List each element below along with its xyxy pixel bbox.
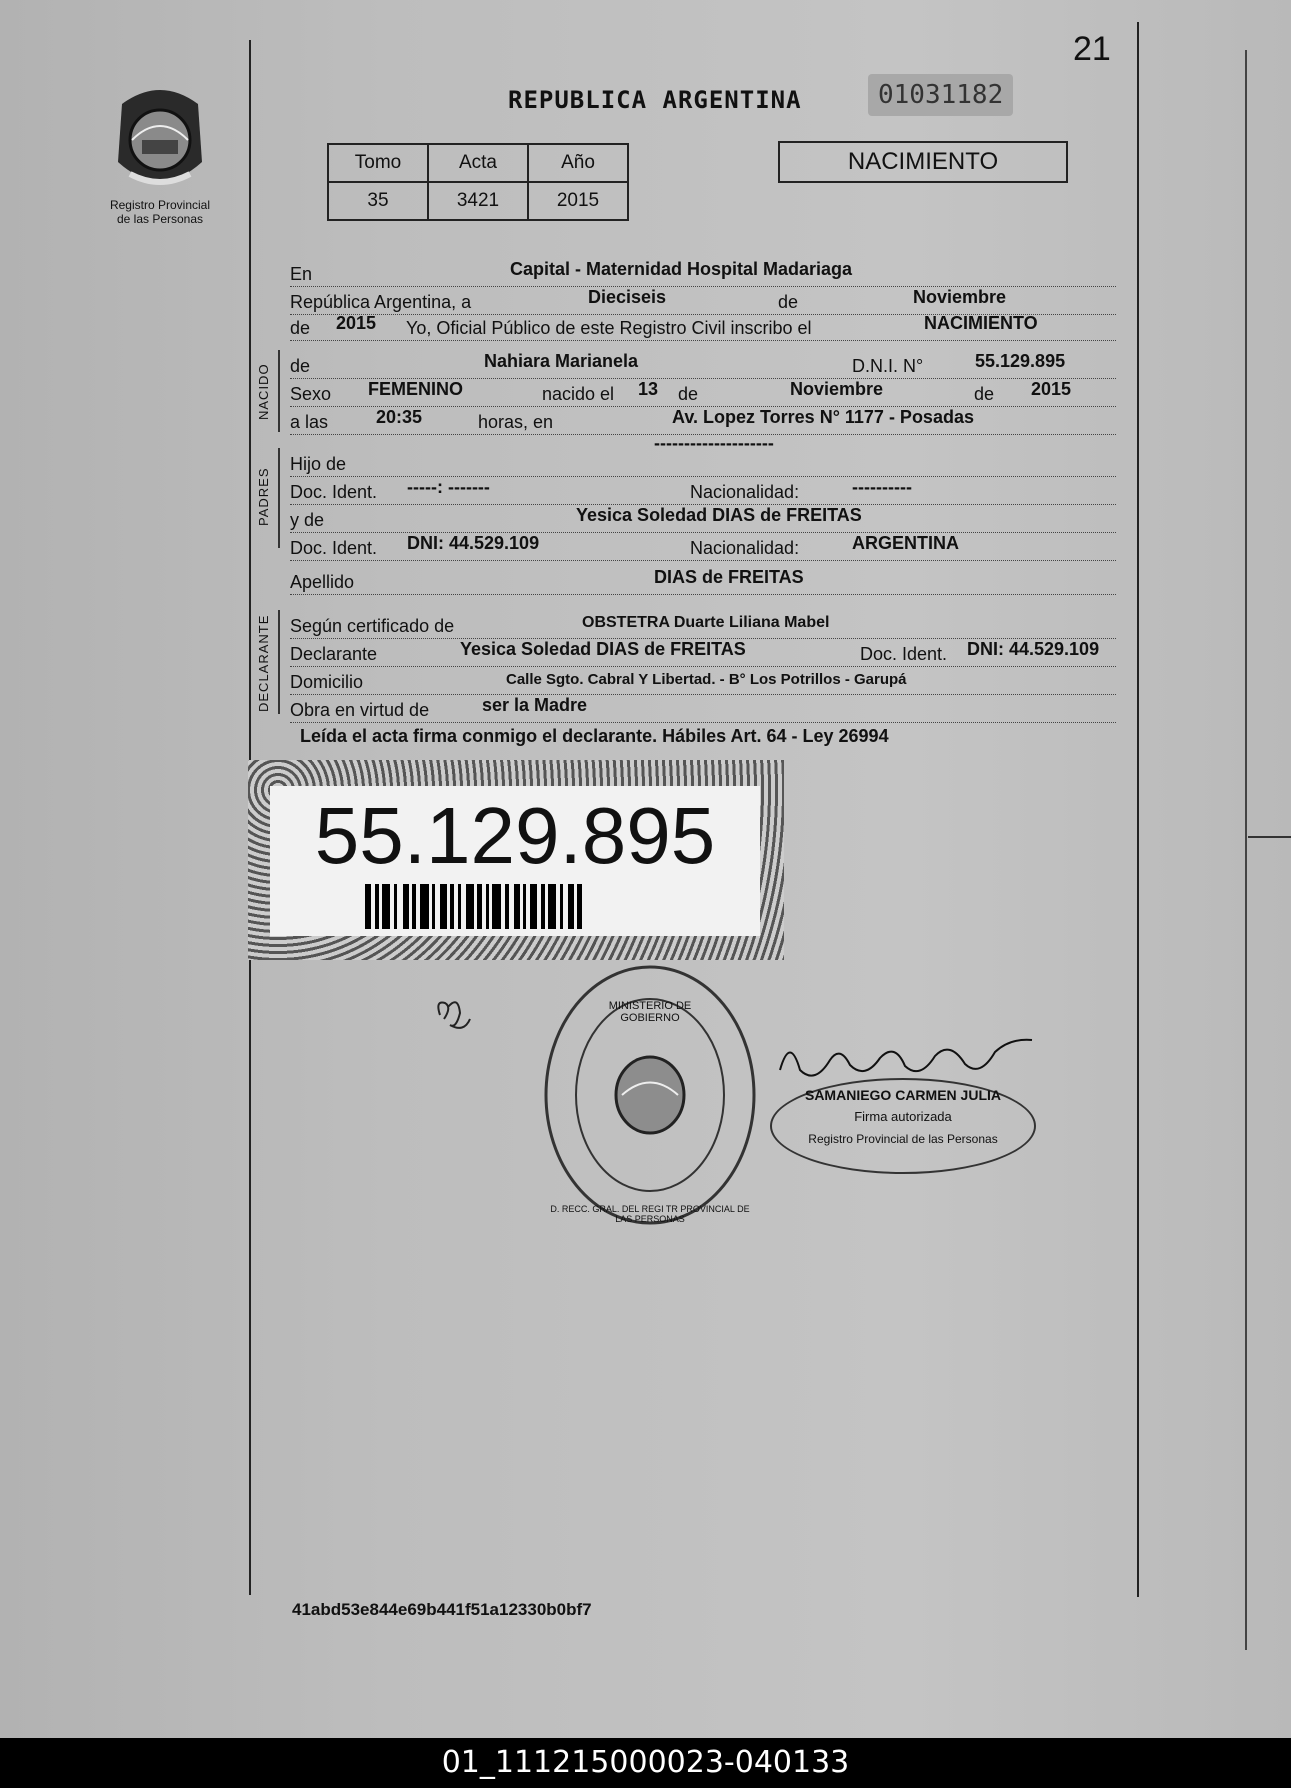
signature-role: Firma autorizada [854, 1109, 952, 1124]
stamp-outer-text: D. RECC. GRAL. DEL REGI TR PROVINCIAL DE LAS PERSONAS [550, 1204, 750, 1224]
value-padre-nacionalidad: ---------- [852, 477, 912, 497]
label-hijo-de: Hijo de [290, 454, 347, 474]
signature-stamp [770, 1078, 1036, 1174]
province-logo [110, 82, 210, 194]
row-hora [290, 406, 1116, 435]
document-hash: 41abd53e844e69b441f51a12330b0bf7 [292, 1600, 592, 1619]
value-direccion-nacimiento: Av. Lopez Torres N° 1177 - Posadas [672, 407, 974, 427]
value-dni: 55.129.895 [975, 351, 1066, 371]
row-nombre [290, 350, 1116, 379]
label-en: En [290, 264, 313, 284]
value-nacido-mes: Noviembre [790, 379, 884, 399]
label-doc-ident-madre: Doc. Ident. [290, 538, 378, 558]
serial-number: 01031182 [868, 74, 1013, 116]
row-inscribe [290, 312, 1116, 341]
label-nacionalidad: Nacionalidad: [690, 482, 800, 502]
signature-org: Registro Provincial de las Personas [808, 1132, 998, 1146]
row-obra-virtud [290, 694, 1116, 723]
row-certificado [290, 610, 1116, 639]
right-margin-line [1137, 22, 1139, 1597]
label-a-las: a las [290, 412, 329, 432]
padres-bracket [278, 448, 280, 548]
record-type-box: NACIMIENTO [778, 141, 1068, 183]
value-nacido-dia: 13 [638, 379, 659, 399]
label-de-nacido-anio: de [974, 384, 995, 404]
label-domicilio: Domicilio [290, 672, 364, 692]
label-dni: D.N.I. N° [852, 356, 924, 376]
value-padre-doc: -----: ------- [407, 477, 490, 497]
value-dia-texto: Dieciseis [588, 287, 667, 307]
value-declarante: Yesica Soledad DIAS de FREITAS [460, 639, 746, 659]
value-sexo: FEMENINO [368, 379, 464, 399]
nacido-bracket [278, 350, 280, 432]
value-apellido: DIAS de FREITAS [654, 567, 804, 587]
next-page-tick [1248, 836, 1291, 838]
record-table-header-row [328, 144, 628, 182]
label-y-de: y de [290, 510, 325, 530]
value-madre-nacionalidad: ARGENTINA [852, 533, 959, 553]
label-de-anio: de [290, 318, 311, 338]
value-anio: 2015 [336, 313, 377, 333]
row-apellido [290, 566, 1116, 595]
value-madre-doc: DNI: 44.529.109 [407, 533, 540, 553]
row-en [290, 258, 1116, 287]
next-page-edge-line [1245, 50, 1247, 1650]
record-table-value-row [328, 182, 628, 220]
label-de-nacido-mes: de [678, 384, 699, 404]
record-table-cell: 2015 [528, 182, 628, 220]
value-declarante-doc: DNI: 44.529.109 [967, 639, 1100, 659]
side-label-nacido: NACIDO [256, 363, 271, 420]
registry-label [90, 198, 230, 226]
signature-name: SAMANIEGO CARMEN JULIA [804, 1087, 1001, 1103]
label-segun-certificado: Según certificado de [290, 616, 455, 636]
footer-id: 01_111215000023-040133 [0, 1738, 1291, 1788]
barcode-label [248, 760, 784, 960]
row-madre [290, 504, 1116, 533]
value-obra-virtud: ser la Madre [482, 695, 588, 715]
label-doc-ident: Doc. Ident. [290, 482, 378, 502]
side-label-padres: PADRES [256, 467, 271, 526]
label-doc-ident-declarante: Doc. Ident. [860, 644, 948, 664]
document-title: REPUBLICA ARGENTINA [508, 86, 802, 114]
record-table-cell: 35 [328, 182, 428, 220]
label-apellido: Apellido [290, 572, 355, 592]
label-declarante: Declarante [290, 644, 378, 664]
declarante-bracket [278, 610, 280, 714]
value-inscribe: NACIMIENTO [924, 313, 1038, 333]
record-table-header: Tomo [328, 144, 428, 182]
barcode-panel [270, 786, 760, 936]
record-table-cell: 3421 [428, 182, 528, 220]
registry-label-line1: Registro Provincial [109, 198, 211, 212]
page-number: 21 [1073, 30, 1111, 68]
record-table-header: Acta [428, 144, 528, 182]
row-madre-doc [290, 532, 1116, 561]
side-label-declarante: DECLARANTE [256, 614, 271, 712]
label-horas-en: horas, en [478, 412, 554, 432]
barcode-bars [365, 884, 665, 929]
value-certificado: OBSTETRA Duarte Liliana Mabel [582, 614, 830, 631]
row-padre-doc [290, 476, 1116, 505]
label-nacido-el: nacido el [542, 384, 615, 404]
label-obra-virtud: Obra en virtud de [290, 700, 430, 720]
registry-label-line2: de las Personas [116, 212, 204, 226]
official-stamp [540, 960, 760, 1230]
row-domicilio [290, 666, 1116, 695]
stamp-inner-text: MINISTERIO DE GOBIERNO [608, 1000, 692, 1024]
row-hijo-de [290, 433, 1116, 477]
label-nacionalidad-madre: Nacionalidad: [690, 538, 800, 558]
value-hora: 20:35 [376, 407, 423, 427]
label-yo-oficial: Yo, Oficial Público de este Registro Civil inscribo el [406, 318, 812, 338]
value-domicilio: Calle Sgto. Cabral Y Libertad. - B° Los Potrillos - Garupá [506, 671, 907, 688]
row-republica [290, 286, 1116, 315]
row-declarante [290, 638, 1116, 667]
label-de: de [778, 292, 799, 312]
label-sexo: Sexo [290, 384, 332, 404]
row-sexo [290, 378, 1116, 407]
value-lugar: Capital - Maternidad Hospital Madariaga [510, 259, 853, 279]
record-table [327, 143, 629, 221]
label-republica: República Argentina, a [290, 292, 472, 312]
label-de-nombre: de [290, 356, 311, 376]
value-nombre: Nahiara Marianela [484, 351, 639, 371]
barcode-number: 55.129.895 [314, 791, 716, 880]
closing-text: Leída el acta firma conmigo el declarante. Hábiles Art. 64 - Ley 26994 [300, 726, 889, 746]
value-mes: Noviembre [913, 287, 1007, 307]
value-nacido-anio: 2015 [1031, 379, 1072, 399]
value-madre: Yesica Soledad DIAS de FREITAS [576, 505, 862, 525]
initials-mark [430, 985, 490, 1050]
record-table-header: Año [528, 144, 628, 182]
value-padre: -------------------- [654, 433, 774, 453]
